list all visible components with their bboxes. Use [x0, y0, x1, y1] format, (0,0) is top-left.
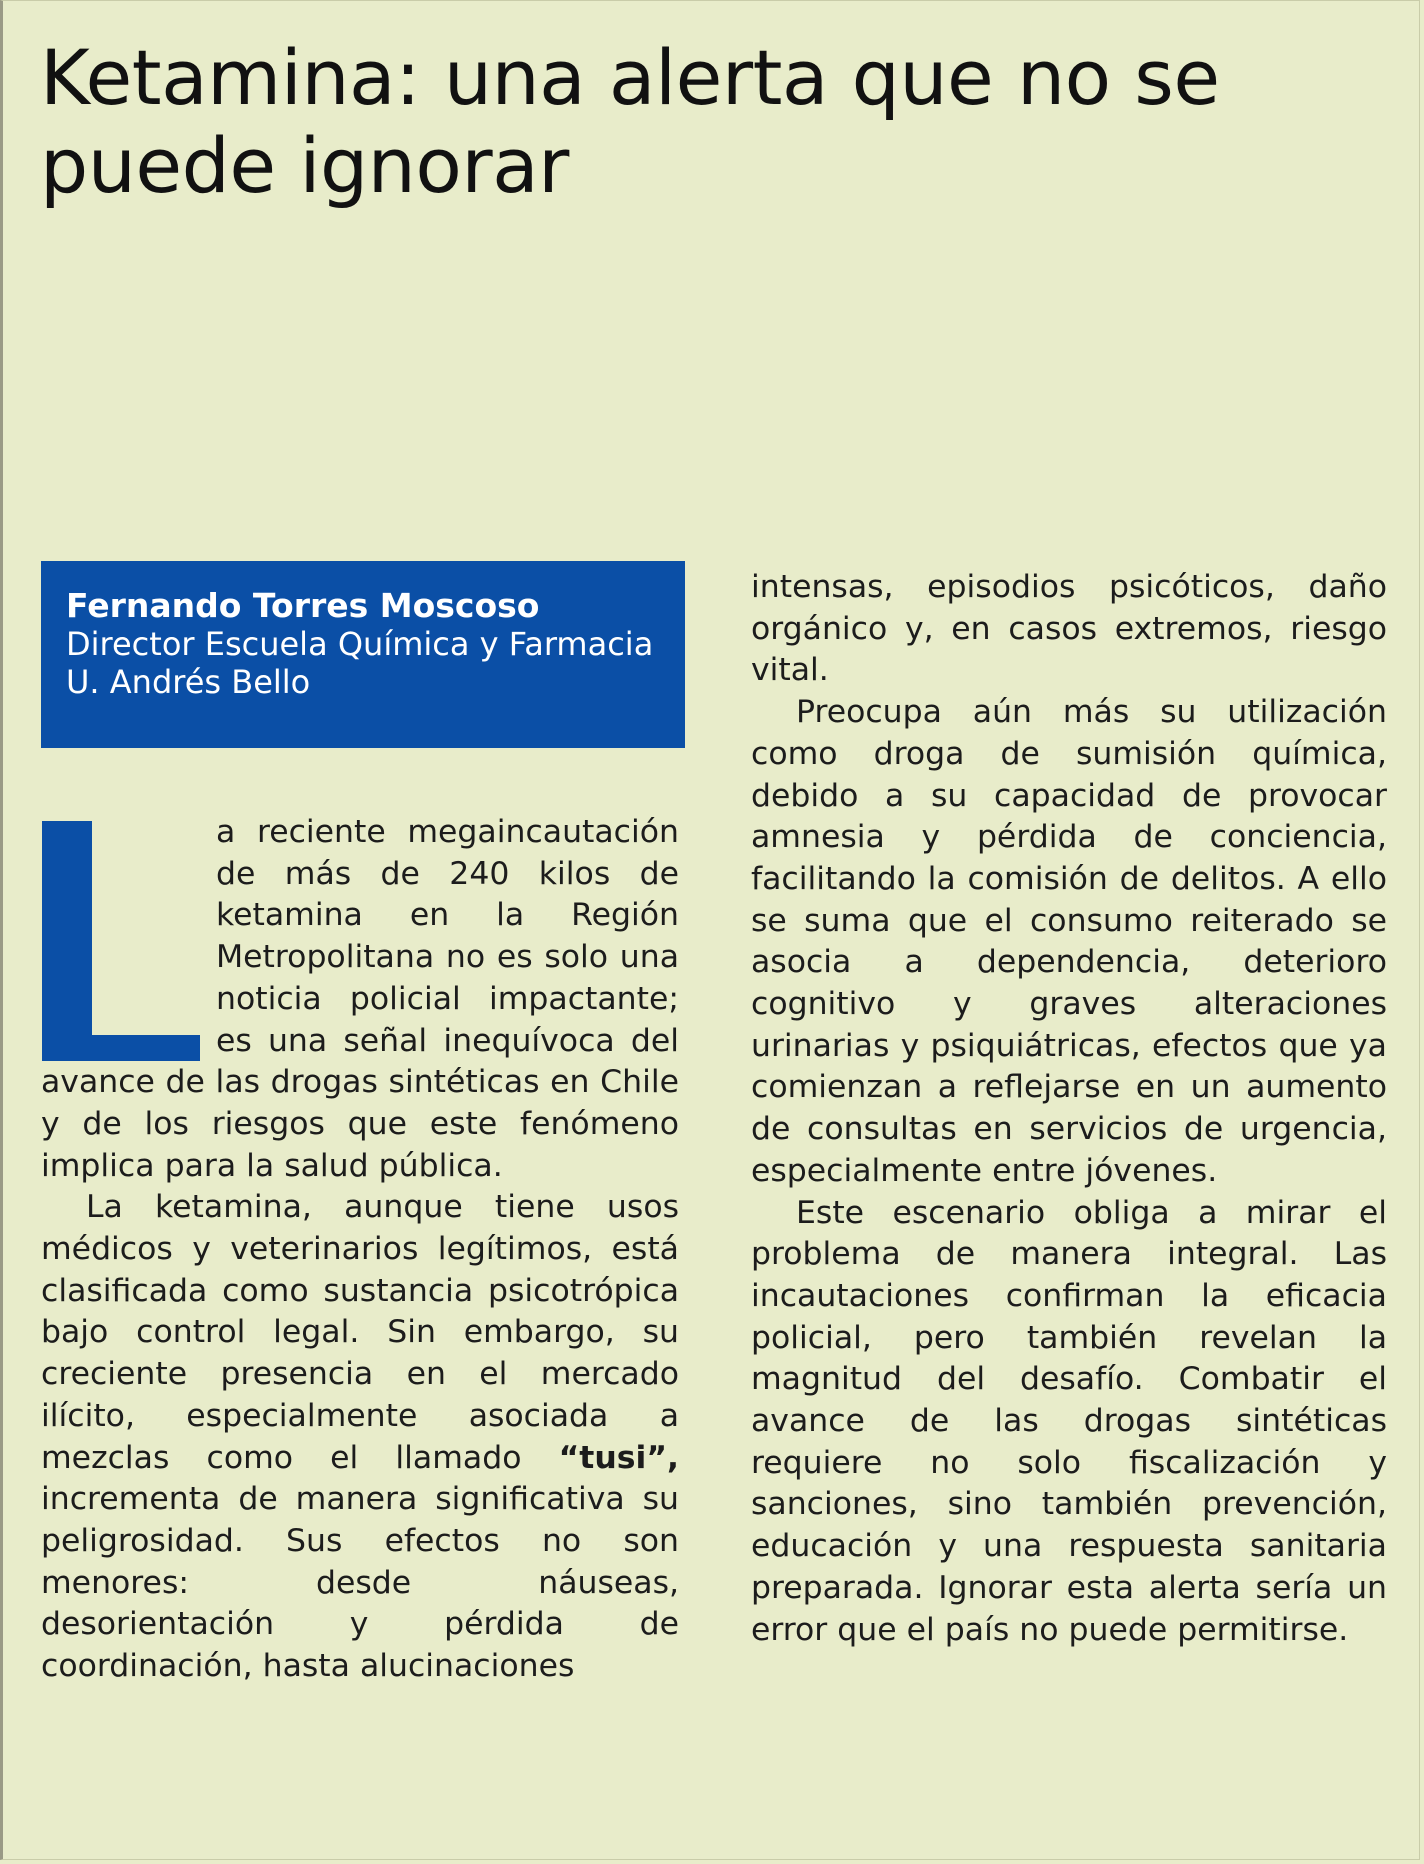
dropcap-letter-graphic — [42, 821, 200, 1061]
paragraph-2 — [41, 1187, 679, 1687]
paragraph-3: Preocupa aún más su utilización como droga de sumisión química, debido a su capacidad de provocar amnesia y pérdida de conciencia, facilitando la comisión de delitos. A ello se suma que el consumo reiterado se asocia a dependencia, deterioro cognitivo y graves alteraciones urinarias y psiquiátricas, efectos que ya comienzan a reflejarse en un aumento de consultas en servicios de urgencia, especialmente entre jóvenes. — [751, 694, 1387, 1189]
dropcap — [41, 815, 216, 1053]
paragraph-2-continued: intensas, episodios psicóticos, daño orgánico y, en casos extremos, riesgo vital. — [751, 569, 1387, 689]
article-title: Ketamina: una alerta que no se puede ignorar — [40, 33, 1220, 210]
paragraph-2-part-b: incrementa de manera significativa su peligrosidad. Sus efectos no son menores: desde náuseas, desorientación y pérdida de coordinación, hasta alucinaciones — [41, 1481, 679, 1685]
paragraph-2-part-a: La ketamina, aunque tiene usos médicos y veterinarios legítimos, está clasificada como sustancia psicotrópica bajo control legal. Sin embargo, su creciente presencia en el mercado ilícito, especialmente asociada a mezclas como el llamado — [41, 1189, 679, 1476]
author-box — [41, 561, 685, 748]
article-column-right — [751, 567, 1387, 1651]
paragraph-1: a reciente megaincautación de más de 240 kilos de ketamina en la Región Metropolitana no es solo una noticia policial impactante; es una señal inequívoca del avance de las drogas sintéticas en Chile y de los riesgos que este fenómeno implica para la salud pública. — [41, 814, 679, 1184]
tusi-term: “tusi”, — [558, 1439, 679, 1476]
article-column-left — [41, 812, 679, 1688]
paragraph-4: Este escenario obliga a mirar el problema de manera integral. Las incautaciones confirman la eficacia policial, pero también revelan la magnitud del desafío. Combatir el avance de las drogas sintéticas requiere no solo fiscalización y sanciones, sino también prevención, educación y una respuesta sanitaria preparada. Ignorar esta alerta sería un error que el país no puede permitirse. — [751, 1194, 1387, 1648]
author-name: Fernando Torres Moscoso — [66, 586, 540, 625]
author-role: Director Escuela Química y Farmacia U. Andrés Bello — [66, 625, 654, 701]
